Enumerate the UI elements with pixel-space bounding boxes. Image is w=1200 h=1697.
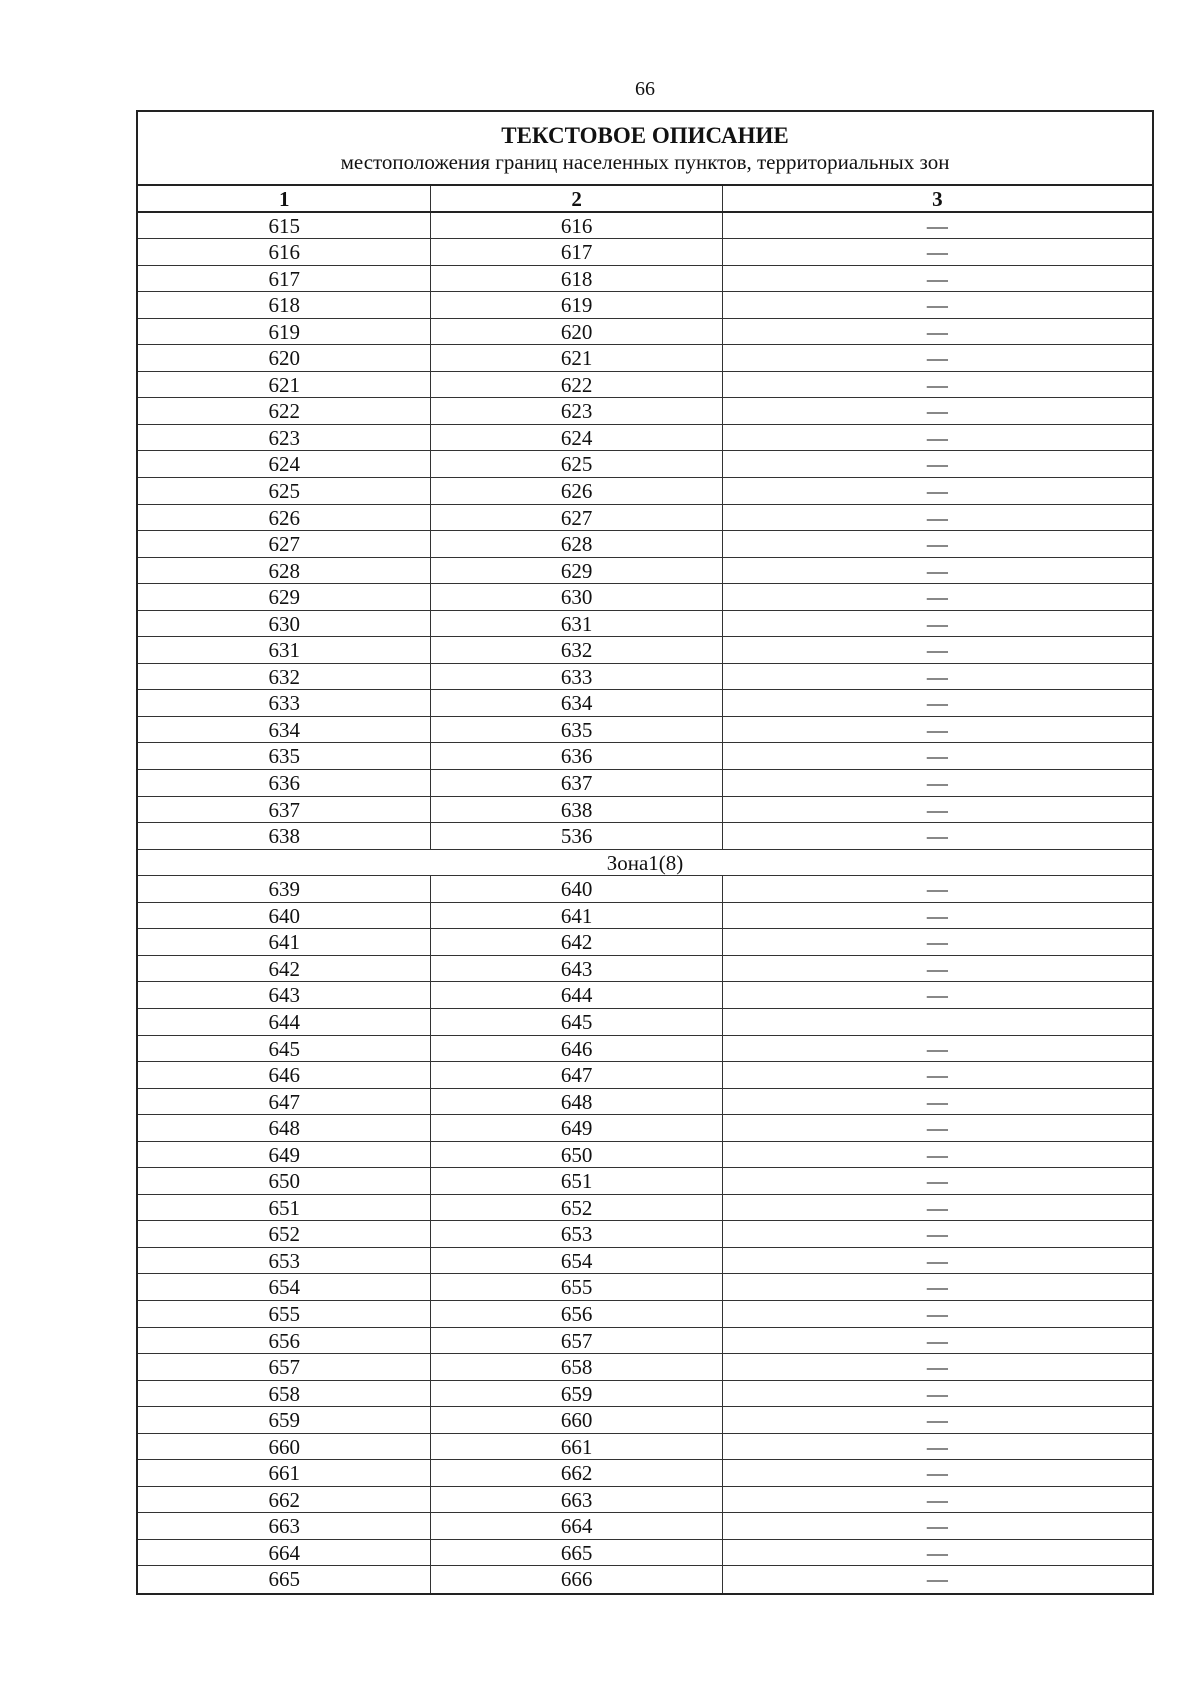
- table-title: ТЕКСТОВОЕ ОПИСАНИЕ: [501, 123, 789, 148]
- table-row: [138, 1301, 1152, 1328]
- cell-c3: —: [926, 1275, 948, 1300]
- cell-c3: —: [926, 346, 948, 371]
- cell-c3: —: [926, 240, 948, 265]
- cell-c3: —: [926, 771, 948, 796]
- cell-c2: 651: [431, 1168, 722, 1194]
- cell-c1: 647: [138, 1089, 431, 1115]
- cell-c2: 636: [431, 743, 722, 769]
- cell-c1: 625: [138, 478, 431, 504]
- cell-c2: 616: [431, 213, 722, 239]
- cell-c1: 627: [138, 531, 431, 557]
- cell-c2: 648: [431, 1089, 722, 1115]
- table-row: [138, 876, 1152, 903]
- cell-c2: 635: [431, 717, 722, 743]
- cell-c2: 642: [431, 929, 722, 955]
- cell-c3: —: [926, 691, 948, 716]
- table-row: [138, 1487, 1152, 1514]
- table-row: [138, 213, 1152, 240]
- table-row: [138, 929, 1152, 956]
- cell-c1: 629: [138, 584, 431, 610]
- cell-c1: 645: [138, 1036, 431, 1062]
- cell-c3: —: [926, 1142, 948, 1167]
- cell-c2: 618: [431, 266, 722, 292]
- table-row: [138, 1540, 1152, 1567]
- table-row: [138, 531, 1152, 558]
- table-row: [138, 451, 1152, 478]
- cell-c2: 655: [431, 1274, 722, 1300]
- cell-c2: 646: [431, 1036, 722, 1062]
- cell-c3: —: [926, 1222, 948, 1247]
- cell-c3: —: [926, 1567, 948, 1592]
- cell-c1: 631: [138, 637, 431, 663]
- cell-c2: 658: [431, 1354, 722, 1380]
- cell-c2: 632: [431, 637, 722, 663]
- cell-c1: 632: [138, 664, 431, 690]
- cell-c1: 637: [138, 797, 431, 823]
- cell-c2: 617: [431, 239, 722, 265]
- cell-c2: 637: [431, 770, 722, 796]
- table-row: [138, 478, 1152, 505]
- cell-c1: 659: [138, 1407, 431, 1433]
- cell-c3: —: [926, 399, 948, 424]
- table-row: [138, 425, 1152, 452]
- cell-c3: —: [926, 664, 948, 689]
- cell-c3: [723, 1009, 1152, 1035]
- cell-c3: —: [926, 1063, 948, 1088]
- cell-c3: —: [926, 956, 948, 981]
- cell-c3: —: [926, 1195, 948, 1220]
- cell-c3: —: [926, 877, 948, 902]
- cell-c2: 665: [431, 1540, 722, 1566]
- cell-c3: —: [926, 1514, 948, 1539]
- cell-c2: 625: [431, 451, 722, 477]
- cell-c3: —: [926, 1355, 948, 1380]
- table-row: [138, 1089, 1152, 1116]
- cell-c2: 624: [431, 425, 722, 451]
- cell-c1: 664: [138, 1540, 431, 1566]
- cell-c2: 628: [431, 531, 722, 557]
- table-row: [138, 1195, 1152, 1222]
- cell-c1: 636: [138, 770, 431, 796]
- cell-c1: 652: [138, 1221, 431, 1247]
- cell-c3: —: [926, 293, 948, 318]
- cell-c3: —: [926, 903, 948, 928]
- cell-c1: 628: [138, 558, 431, 584]
- cell-c3: —: [926, 1328, 948, 1353]
- table-row: [138, 1460, 1152, 1487]
- cell-c1: 633: [138, 690, 431, 716]
- cell-c2: 663: [431, 1487, 722, 1513]
- cell-c1: 640: [138, 903, 431, 929]
- cell-c2: 536: [431, 823, 722, 849]
- cell-c2: 650: [431, 1142, 722, 1168]
- cell-c1: 648: [138, 1115, 431, 1141]
- cell-c1: 646: [138, 1062, 431, 1088]
- cell-c2: 654: [431, 1248, 722, 1274]
- column-header-3: 3: [932, 187, 943, 211]
- cell-c1: 654: [138, 1274, 431, 1300]
- cell-c1: 660: [138, 1434, 431, 1460]
- cell-c1: 642: [138, 956, 431, 982]
- cell-c2: 666: [431, 1566, 722, 1593]
- cell-c3: —: [926, 1248, 948, 1273]
- table-row: [138, 1009, 1152, 1036]
- table-row: [138, 1381, 1152, 1408]
- table-row: [138, 1407, 1152, 1434]
- table-row: [138, 558, 1152, 585]
- cell-c3: —: [926, 1540, 948, 1565]
- cell-c3: —: [926, 558, 948, 583]
- cell-c1: 616: [138, 239, 431, 265]
- table-row: [138, 1062, 1152, 1089]
- boundary-description-table: [136, 110, 1154, 1595]
- table-row: [138, 823, 1152, 850]
- cell-c2: 620: [431, 319, 722, 345]
- cell-c1: 621: [138, 372, 431, 398]
- cell-c3: —: [926, 797, 948, 822]
- cell-c3: —: [926, 983, 948, 1008]
- cell-c2: 641: [431, 903, 722, 929]
- cell-c3: —: [926, 1301, 948, 1326]
- column-header-1: 1: [138, 186, 431, 211]
- cell-c1: 658: [138, 1381, 431, 1407]
- cell-c2: 649: [431, 1115, 722, 1141]
- cell-c1: 622: [138, 398, 431, 424]
- cell-c3: —: [926, 452, 948, 477]
- table-row: [138, 1354, 1152, 1381]
- cell-c3: —: [926, 479, 948, 504]
- cell-c3: —: [926, 532, 948, 557]
- cell-c3: —: [926, 372, 948, 397]
- cell-c1: 623: [138, 425, 431, 451]
- table-row: [138, 292, 1152, 319]
- cell-c3: —: [926, 1487, 948, 1512]
- table-row: [138, 1274, 1152, 1301]
- cell-c2: 660: [431, 1407, 722, 1433]
- cell-c3: —: [926, 824, 948, 849]
- cell-c1: 665: [138, 1566, 431, 1593]
- cell-c1: 618: [138, 292, 431, 318]
- cell-c2: 659: [431, 1381, 722, 1407]
- cell-c1: 649: [138, 1142, 431, 1168]
- cell-c1: 651: [138, 1195, 431, 1221]
- cell-c3: —: [926, 213, 948, 238]
- table-row: [138, 372, 1152, 399]
- table-row: [138, 319, 1152, 346]
- cell-c1: 663: [138, 1513, 431, 1539]
- cell-c3: —: [926, 425, 948, 450]
- table-row: [138, 1168, 1152, 1195]
- table-row: [138, 584, 1152, 611]
- table-row: [138, 956, 1152, 983]
- cell-c1: 624: [138, 451, 431, 477]
- cell-c2: 652: [431, 1195, 722, 1221]
- cell-c3: —: [926, 585, 948, 610]
- table-row: [138, 770, 1152, 797]
- table-row: [138, 1115, 1152, 1142]
- cell-c2: 630: [431, 584, 722, 610]
- cell-c3: —: [926, 717, 948, 742]
- cell-c3: —: [926, 1381, 948, 1406]
- cell-c1: 639: [138, 876, 431, 902]
- cell-c3: —: [926, 1036, 948, 1061]
- cell-c2: 657: [431, 1328, 722, 1354]
- cell-c2: 664: [431, 1513, 722, 1539]
- cell-c1: 662: [138, 1487, 431, 1513]
- table-row: [138, 690, 1152, 717]
- cell-c1: 644: [138, 1009, 431, 1035]
- table-subtitle: местоположения границ населенных пунктов, территориальных зон: [340, 150, 950, 174]
- cell-c1: 657: [138, 1354, 431, 1380]
- table-row: [138, 717, 1152, 744]
- cell-c3: —: [926, 1461, 948, 1486]
- cell-c2: 626: [431, 478, 722, 504]
- cell-c2: 633: [431, 664, 722, 690]
- cell-c1: 620: [138, 345, 431, 371]
- table-row: [138, 611, 1152, 638]
- table-row: [138, 903, 1152, 930]
- cell-c2: 662: [431, 1460, 722, 1486]
- cell-c1: 656: [138, 1328, 431, 1354]
- cell-c2: 629: [431, 558, 722, 584]
- cell-c2: 647: [431, 1062, 722, 1088]
- cell-c2: 661: [431, 1434, 722, 1460]
- cell-c2: 619: [431, 292, 722, 318]
- table-row: [138, 1036, 1152, 1063]
- cell-c1: 643: [138, 982, 431, 1008]
- table-body: [138, 213, 1152, 1593]
- cell-c2: 640: [431, 876, 722, 902]
- cell-c3: —: [926, 930, 948, 955]
- table-row: [138, 664, 1152, 691]
- cell-c2: 622: [431, 372, 722, 398]
- table-row: [138, 743, 1152, 770]
- cell-c2: 634: [431, 690, 722, 716]
- cell-c1: 615: [138, 213, 431, 239]
- cell-c1: 638: [138, 823, 431, 849]
- table-row: [138, 505, 1152, 532]
- table-row: [138, 1221, 1152, 1248]
- cell-c2: 623: [431, 398, 722, 424]
- table-row: [138, 1248, 1152, 1275]
- table-row: [138, 398, 1152, 425]
- cell-c2: 653: [431, 1221, 722, 1247]
- table-row: [138, 1142, 1152, 1169]
- cell-c1: 655: [138, 1301, 431, 1327]
- cell-c3: —: [926, 266, 948, 291]
- cell-c3: —: [926, 638, 948, 663]
- cell-c1: 626: [138, 505, 431, 531]
- cell-c3: —: [926, 611, 948, 636]
- cell-c2: 638: [431, 797, 722, 823]
- column-header-2: 2: [431, 186, 722, 211]
- cell-c3: —: [926, 1169, 948, 1194]
- cell-c3: —: [926, 1434, 948, 1459]
- cell-c2: 644: [431, 982, 722, 1008]
- table-row: [138, 982, 1152, 1009]
- page-number: 66: [635, 78, 655, 100]
- cell-c2: 645: [431, 1009, 722, 1035]
- section-row: [138, 850, 1152, 877]
- cell-c1: 661: [138, 1460, 431, 1486]
- cell-c2: 656: [431, 1301, 722, 1327]
- table-row: [138, 637, 1152, 664]
- cell-c2: 631: [431, 611, 722, 637]
- cell-c2: 643: [431, 956, 722, 982]
- cell-c2: 621: [431, 345, 722, 371]
- table-row: [138, 1434, 1152, 1461]
- table-row: [138, 1566, 1152, 1593]
- cell-c3: —: [926, 1116, 948, 1141]
- table-row: [138, 239, 1152, 266]
- cell-c3: —: [926, 319, 948, 344]
- cell-c3: —: [926, 1408, 948, 1433]
- table-row: [138, 1513, 1152, 1540]
- table-row: [138, 266, 1152, 293]
- cell-c1: 619: [138, 319, 431, 345]
- cell-c3: —: [926, 744, 948, 769]
- cell-c1: 650: [138, 1168, 431, 1194]
- table-title-block: [138, 112, 1152, 186]
- cell-c1: 635: [138, 743, 431, 769]
- cell-c1: 653: [138, 1248, 431, 1274]
- section-label: Зона1(8): [606, 850, 684, 875]
- cell-c1: 641: [138, 929, 431, 955]
- cell-c3: —: [926, 1089, 948, 1114]
- table-row: [138, 797, 1152, 824]
- cell-c1: 617: [138, 266, 431, 292]
- cell-c1: 630: [138, 611, 431, 637]
- table-row: [138, 1328, 1152, 1355]
- table-header-row: [138, 186, 1152, 213]
- cell-c2: 627: [431, 505, 722, 531]
- cell-c3: —: [926, 505, 948, 530]
- cell-c1: 634: [138, 717, 431, 743]
- table-row: [138, 345, 1152, 372]
